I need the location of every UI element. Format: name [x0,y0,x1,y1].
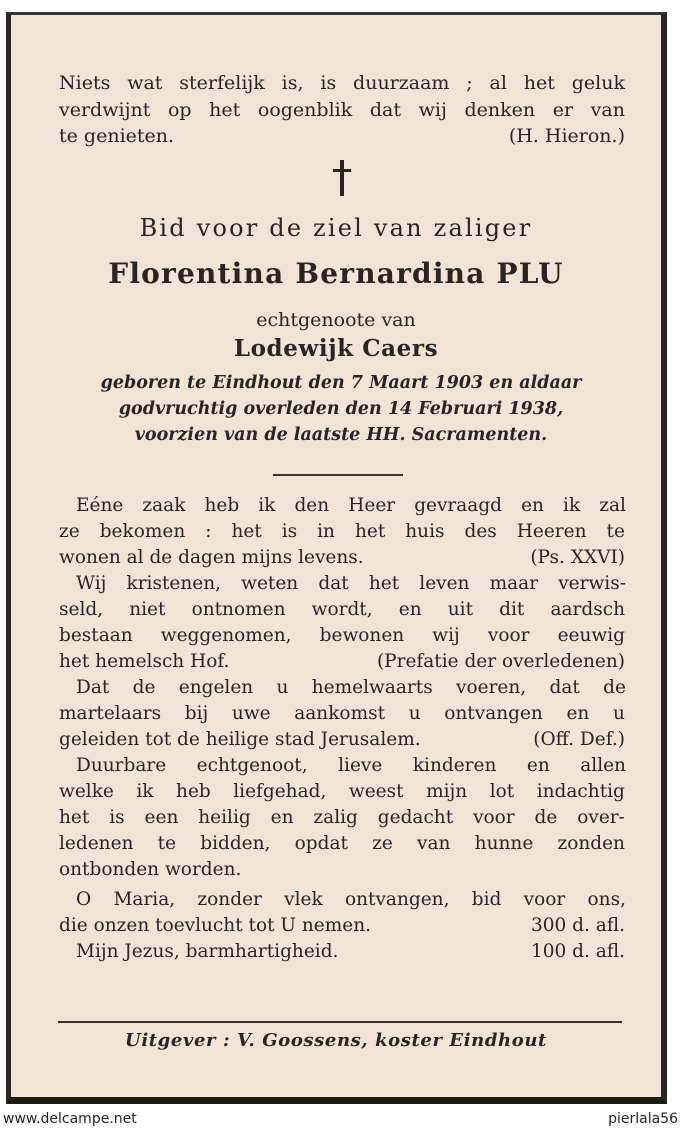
text-segment: het [368,573,400,594]
text-segment: ik [258,495,276,516]
text-segment: ze [372,833,393,854]
body-line [76,573,626,594]
text-segment: gedacht [377,807,454,828]
text-segment: te [157,833,177,854]
text-segment: 300 d. afl. [530,915,625,936]
text-segment: den [294,495,330,516]
text-segment: bij [184,703,209,724]
text-segment: voeren, [456,677,527,698]
text-segment: bekomen [99,521,186,542]
text-segment: (H. Hieron.) [508,125,625,147]
text-segment: hemelwaarts [311,677,433,698]
text-segment: heb [176,781,211,802]
text-segment: het [523,72,555,94]
text-segment: en [398,599,422,620]
text-segment: een [144,807,179,828]
body-line [59,703,625,724]
text-segment: het [231,521,262,542]
text-segment: des [464,521,497,542]
text-segment: lot [489,781,515,802]
text-segment: uwe [231,703,271,724]
text-segment: heb [204,495,240,516]
quote-line-3 [59,125,625,147]
spouse-label: echtgenoote van [256,309,416,331]
text-segment: te [606,521,625,542]
text-segment: niet [129,599,166,620]
text-segment: welke [59,781,114,802]
text-segment: zaak [142,495,186,516]
text-segment: ; [466,72,473,94]
body-line [59,915,625,936]
text-segment: kinderen [412,755,497,776]
text-segment: zal [599,495,626,516]
text-segment: (Ps. XXVI) [530,547,625,568]
text-segment: opdat [294,833,348,854]
text-segment: wat [127,72,163,94]
text-segment: dat [549,677,580,698]
text-segment: Wij [76,573,107,594]
text-segment: het [354,521,386,542]
text-segment: verwis- [558,573,626,594]
text-segment: voor [487,625,530,646]
text-segment: O [76,889,92,910]
text-segment: en [526,755,550,776]
text-segment: allen [580,755,626,776]
text-segment: maar [489,573,539,594]
text-segment: ontbonden worden. [59,859,242,880]
text-segment: oogenblik [257,99,353,121]
text-segment: ik [563,495,581,516]
text-segment: Niets [59,72,111,94]
body-line [59,833,625,854]
divider-short [273,474,403,476]
text-segment: uit [447,599,474,620]
text-segment: indachtig [536,781,625,802]
text-segment: ons, [587,889,626,910]
text-segment: martelaars [59,703,162,724]
text-segment: hunne [474,833,534,854]
text-segment: denken [464,99,536,121]
text-segment: aardsch [550,599,625,620]
watermark-bar [0,1108,684,1130]
text-segment: op [167,99,192,121]
quote-line-2 [59,99,625,121]
bio-line-2: godvruchtig overleden den 14 Februari 1938, [118,399,564,419]
text-segment: engelen [178,677,254,698]
text-segment: bestaan [59,625,133,646]
text-segment: het [59,807,90,828]
divider-long [58,1021,622,1023]
text-segment: het hemelsch Hof. [59,651,230,672]
text-segment: duurzaam [353,72,450,94]
body-line [59,625,625,646]
text-segment: u [276,677,289,698]
text-segment: mijn [426,781,468,802]
text-segment: al [489,72,507,94]
text-segment: en [270,807,294,828]
text-segment: bid [471,889,502,910]
text-segment: gevraagd [414,495,503,516]
body-line [76,677,626,698]
text-segment: huis [405,521,445,542]
text-segment: Dat [76,677,110,698]
text-segment: en [521,495,544,516]
text-segment: de [603,677,626,698]
watermark-right: pierlala56 [608,1111,678,1127]
body-line [59,729,625,750]
text-segment: Heer [348,495,396,516]
text-segment: in [317,521,335,542]
text-segment: geleiden tot de heilige stad Jerusalem. [59,729,421,750]
cross-icon [331,160,353,196]
body-line [76,755,626,776]
text-segment: over- [577,807,625,828]
body-line [59,859,625,880]
body-line [59,521,625,542]
text-segment: van [417,833,451,854]
text-segment: voor [473,807,515,828]
quote-line-1 [59,72,625,94]
text-segment: Eéne [76,495,124,516]
text-segment: ontnomen [191,599,286,620]
text-segment: leven [419,573,470,594]
body-line [59,547,625,568]
text-segment: zonder [197,889,262,910]
deceased-name: Florentina Bernardina PLU [108,257,564,290]
text-segment: geluk [571,72,625,94]
text-segment: sterfelijk [179,72,265,94]
body-line [76,941,625,962]
body-line [59,807,625,828]
text-segment: 100 d. afl. [530,941,625,962]
body-line [59,651,625,672]
text-segment: van [590,99,625,121]
text-segment: (Prefatie der overledenen) [376,651,625,672]
text-segment: Mijn Jezus, barmhartigheid. [76,941,339,962]
text-segment: is, [281,72,304,94]
text-segment: eeuwig [557,625,625,646]
text-segment: verdwijnt [59,99,151,121]
text-segment: weggenomen, [160,625,292,646]
publisher: Uitgever : V. Goossens, koster Eindhout [125,1030,547,1051]
text-segment: wij [418,99,447,121]
text-segment: seld, [59,599,104,620]
text-segment: lieve [338,755,383,776]
text-segment: weten [241,573,299,594]
text-segment: de [132,677,156,698]
text-segment: Heeren [516,521,587,542]
prayer-intro: Bid voor de ziel van zaliger [139,214,533,242]
body-line [76,495,626,516]
bio-line-1: geboren te Eindhout den 7 Maart 1903 en aldaar [100,373,582,393]
text-segment: liefgehad, [233,781,327,802]
text-segment: (Off. Def.) [533,729,625,750]
text-segment: er [552,99,574,121]
text-segment: u [408,703,421,724]
text-segment: : [205,521,212,542]
text-segment: ontvangen, [344,889,450,910]
text-segment: bidden, [200,833,271,854]
text-segment: te genieten. [59,125,175,147]
text-segment: weest [348,781,404,802]
spouse-name: Lodewijk Caers [233,335,439,362]
body-line [76,889,626,910]
text-segment: dit [499,599,525,620]
bio-line-3: voorzien van de laatste HH. Sacramenten. [134,425,548,445]
text-segment: echtgenoot, [196,755,308,776]
text-segment: dat [318,573,349,594]
text-segment: Maria, [113,889,176,910]
text-segment: ik [136,781,154,802]
text-segment: die onzen toevlucht tot U nemen. [59,915,372,936]
text-segment: kristenen, [126,573,221,594]
text-segment: zonden [557,833,625,854]
text-segment: het [209,99,241,121]
watermark-left: www.delcampe.net [3,1111,137,1127]
text-segment: Duurbare [76,755,167,776]
text-segment: wij [432,625,460,646]
text-segment: is [320,72,337,94]
text-segment: wordt, [311,599,373,620]
text-segment: ontvangen [444,703,543,724]
text-segment: zalig [313,807,358,828]
text-segment: ze [59,521,80,542]
body-line [59,599,625,620]
text-segment: dat [369,99,401,121]
text-segment: ledenen [59,833,134,854]
text-segment: en [566,703,590,724]
text-segment: heilig [198,807,251,828]
text-segment: is [109,807,125,828]
text-segment: bewonen [319,625,405,646]
text-segment: voor [523,889,566,910]
memorial-card [6,12,667,1104]
text-segment: wonen al de dagen mijns levens. [59,547,364,568]
text-segment: is [281,521,298,542]
text-segment: de [534,807,558,828]
text-segment: aankomst [294,703,386,724]
text-segment: u [613,703,625,724]
text-segment: vlek [284,889,323,910]
body-line [59,781,625,802]
